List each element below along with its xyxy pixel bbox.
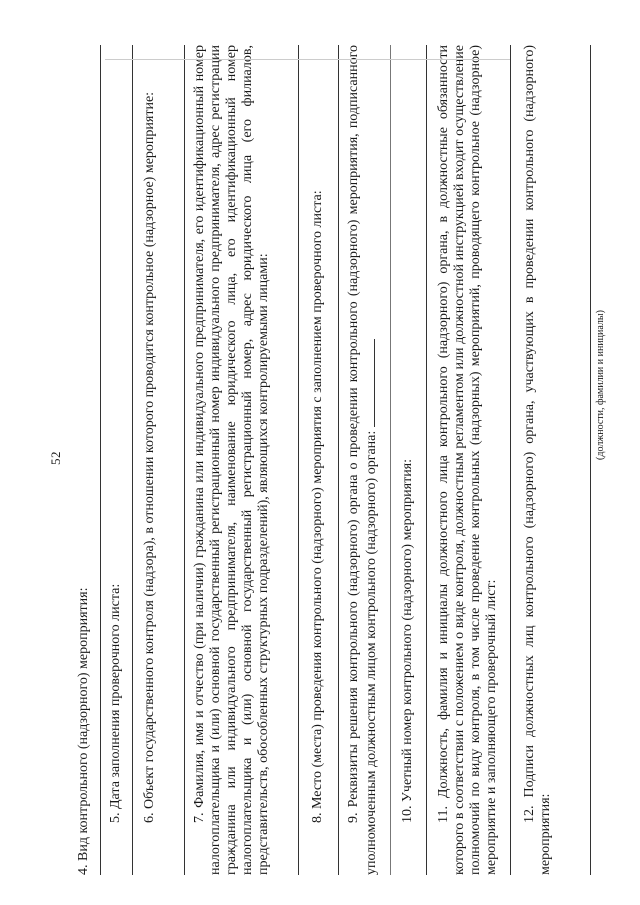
field-10-record-number <box>400 45 416 875</box>
page-number: 52 <box>48 451 63 465</box>
field-4-inspection-type <box>76 45 92 875</box>
separator-line <box>132 45 133 875</box>
separator-line <box>100 45 101 875</box>
field-5-text: 5. Дата заполнения проверочного листа: <box>108 583 123 823</box>
field-8-text: 8. Место (места) проведения контрольного (надзорного) мероприятия с заполнением проверочного листа: <box>310 190 325 823</box>
field-9-text: 9. Реквизиты решения контрольного (надзорного) органа о проведении контрольного (надзорного) мероприятия, подписанного уполномоченным должностным лицом контрольного (надзорного) органа: <box>346 45 379 875</box>
field-12-signatures <box>522 45 554 875</box>
field-6-text: 6. Объект государственного контроля (надзора), в отношении которого проводится контрольное (надзорное) мероприятие: <box>142 91 157 823</box>
field-12-text: 12. Подписи должностных лиц контрольного (надзорного) органа, участвующих в проведении контрольного (надзорного) мероприятия: <box>522 45 553 875</box>
field-11-inspector <box>436 45 500 875</box>
field-9-decision-details <box>346 45 380 875</box>
field-11-text: 11. Должность, фамилия и инициалы должностного лица контрольного (надзорного) органа, в должностные обязанности которого в соответствии с положением о виде контроля, должностным регламентом или должностной инструкцией входит осуществление полномочий по виду контроля, в том числе проведение контрольных (надзорных) мероприятий, проводящего контрольное (надзорное) мероприятие и заполняющего проверочный лист: <box>436 45 499 875</box>
field-8-location <box>310 45 326 875</box>
margin-rule <box>105 59 510 60</box>
field-7-text: 7. Фамилия, имя и отчество (при наличии) гражданина или индивидуального предпринимателя, его идентификационный номер налогоплательщика и (или) основной государственный регистрационный номер индивидуального предпринимателя, адрес регистрации гражданина или индивидуального предпринимателя, наименование юридического лица, его идентификационный номер налогоплательщика и (или) основной государственный регистрационный номер, адрес юридического лица (его филиалов, представительств, обособленных структурных подразделений), являющихся контролируемыми лицами: <box>192 45 271 875</box>
field-10-text: 10. Учетный номер контрольного (надзорного) мероприятия: <box>400 458 415 823</box>
separator-line <box>184 45 185 875</box>
fill-in-line <box>362 339 375 427</box>
signature-line <box>590 45 591 875</box>
separator-line <box>338 45 339 875</box>
separator-line <box>426 45 427 875</box>
field-7-controlled-person <box>192 45 272 875</box>
separator-line <box>298 45 299 875</box>
signature-hint: (должности, фамилии и инициалы) <box>595 310 606 460</box>
field-6-control-object <box>142 45 158 875</box>
field-5-fill-date <box>108 45 124 875</box>
field-4-text: 4. Вид контрольного (надзорного) мероприятия: <box>76 587 91 875</box>
separator-line <box>390 45 391 875</box>
separator-line <box>510 45 511 875</box>
